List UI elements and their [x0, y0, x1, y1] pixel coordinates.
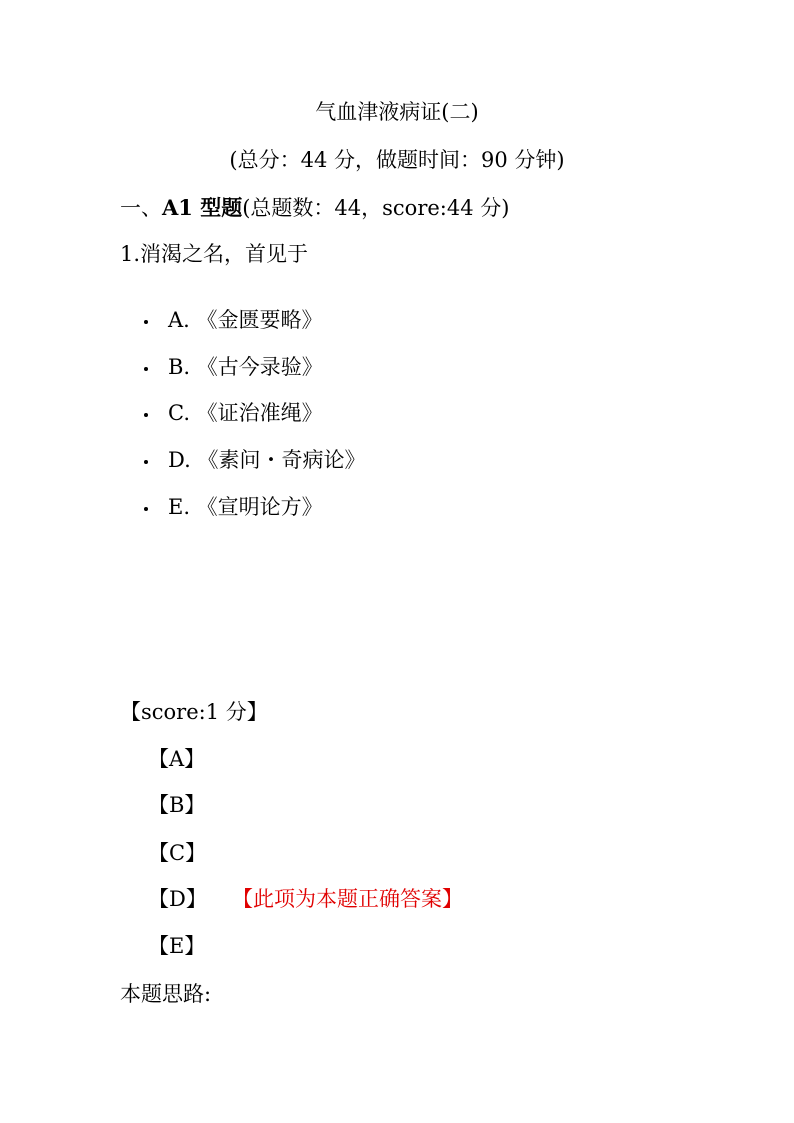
- answer-mark-e: 【E】: [148, 934, 206, 958]
- bullet-icon: [144, 367, 148, 371]
- bullet-icon: [144, 460, 148, 464]
- option-label: E. 《宣明论方》: [168, 495, 323, 519]
- document-title: 气血津液病证(二): [315, 100, 479, 124]
- answer-mark-b: 【B】: [148, 793, 206, 817]
- section-info: (总题数：44，score:44 分): [242, 196, 510, 220]
- bullet-icon: [144, 507, 148, 511]
- bullet-icon: [144, 413, 148, 417]
- section-heading: [120, 197, 509, 219]
- option-label: B. 《古今录验》: [168, 355, 323, 379]
- option-label: C. 《证治准绳》: [168, 401, 323, 425]
- question-score: 【score:1 分】: [120, 700, 268, 724]
- correct-answer-note: 【此项为本题正确答案】: [232, 887, 463, 911]
- option-label: D. 《素问・奇病论》: [168, 448, 366, 472]
- answer-mark-a: 【A】: [148, 747, 206, 771]
- document-subtitle: (总分：44 分，做题时间：90 分钟): [229, 148, 565, 172]
- section-prefix: 一、: [120, 196, 162, 220]
- bullet-icon: [144, 320, 148, 324]
- answer-mark-d: 【D】: [148, 887, 207, 911]
- question-stem: 1.消渴之名，首见于: [120, 242, 309, 266]
- explanation-label: 本题思路:: [120, 982, 212, 1006]
- option-label: A. 《金匮要略》: [168, 308, 323, 332]
- section-name: A1 型题: [162, 195, 243, 220]
- answer-mark-c: 【C】: [148, 841, 207, 865]
